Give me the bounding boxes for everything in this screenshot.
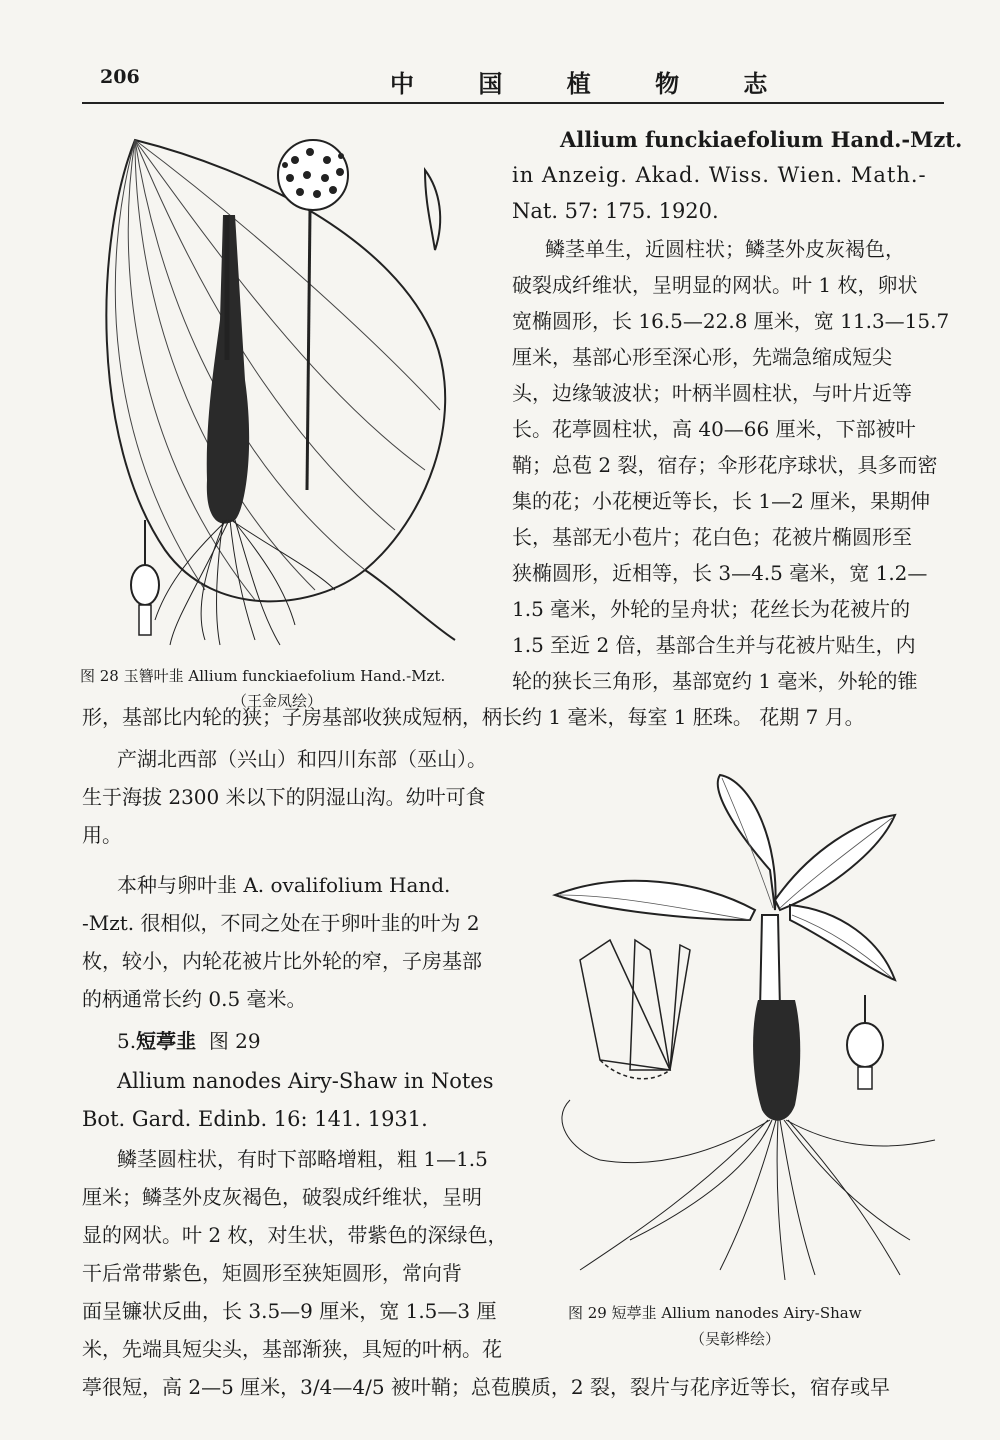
comparison-line: 本种与卵叶韭 A. ovalifolium Hand. — [117, 873, 451, 897]
figure-28-caption: 图 28 玉簪叶韭 Allium funckiaefolium Hand.-Mzt. — [80, 667, 446, 685]
species2-desc-line: 厘米；鳞茎外皮灰褐色，破裂成纤维状，呈明 — [82, 1185, 482, 1209]
species2-desc-line: 干后常带紫色，矩圆形至狭矩圆形，常向背 — [82, 1261, 462, 1285]
comparison-line: -Mzt. 很相似，不同之处在于卵叶韭的叶为 2 — [82, 911, 480, 935]
distribution-line: 产湖北西部（兴山）和四川东部（巫山）。 — [117, 747, 487, 771]
species1-desc-line: 宽椭圆形，长 16.5—22.8 厘米，宽 11.3—15.7 — [512, 309, 950, 333]
species2-number: 5. — [117, 1029, 137, 1053]
species1-desc-line: 长，基部无小苞片；花白色；花被片椭圆形至 — [512, 525, 912, 549]
species1-desc-line: 1.5 毫米，外轮的呈舟状；花丝长为花被片的 — [512, 597, 911, 621]
figure-28-artist: （王金凤绘） — [232, 692, 323, 710]
species2-desc-line: 显的网状。叶 2 枚，对生状，带紫色的深绿色， — [82, 1223, 508, 1247]
species2-citation: Bot. Gard. Edinb. 16: 141. 1931. — [82, 1107, 428, 1131]
figure-29-artist: （吴彰桦绘） — [690, 1330, 781, 1348]
species2-desc-last-line: 葶很短，高 2—5 厘米，3/4—4/5 被叶鞘；总苞膜质，2 裂，裂片与花序近等长，宿存或早 — [82, 1375, 890, 1399]
species1-desc-line: 头，边缘皱波状；叶柄半圆柱状，与叶片近等 — [512, 381, 912, 405]
species2-name: Allium nanodes Airy-Shaw in Notes — [117, 1069, 494, 1093]
species1-desc-line: 厘米，基部心形至深心形，先端急缩成短尖 — [512, 345, 892, 369]
species2-desc-line: 鳞茎圆柱状，有时下部略增粗，粗 1—1.5 — [117, 1147, 488, 1171]
comparison-line: 的柄通常长约 0.5 毫米。 — [82, 987, 307, 1011]
comparison-line: 枚，较小，内轮花被片比外轮的窄，子房基部 — [82, 949, 482, 973]
species1-desc-line: 鞘；总苞 2 裂，宿存；伞形花序球状，具多而密 — [512, 453, 938, 477]
species1-desc-line: 破裂成纤维状，呈明显的网状。叶 1 枚，卵状 — [512, 273, 918, 297]
species1-citation-line1: in Anzeig. Akad. Wiss. Wien. Math.- — [512, 163, 927, 187]
figure-28-illustration — [95, 120, 495, 650]
species1-desc-line: 1.5 至近 2 倍，基部合生并与花被片贴生，内 — [512, 633, 916, 657]
species1-name: Allium funckiaefolium Hand.-Mzt. — [560, 127, 963, 152]
species1-desc-line: 集的花；小花梗近等长，长 1—2 厘米，果期伸 — [512, 489, 931, 513]
species1-desc-line: 长。花葶圆柱状，高 40—66 厘米，下部被叶 — [512, 417, 916, 441]
figure-29-caption: 图 29 短葶韭 Allium nanodes Airy-Shaw — [568, 1304, 862, 1322]
page-number: 206 — [100, 66, 140, 88]
distribution-line: 生于海拔 2300 米以下的阴湿山沟。幼叶可食 — [82, 785, 486, 809]
species1-desc-line: 狭椭圆形，近相等，长 3—4.5 毫米，宽 1.2— — [512, 561, 928, 585]
species2-heading — [117, 1024, 261, 1060]
species2-chinese-name: 短葶韭 — [136, 1029, 197, 1053]
species1-desc-line: 轮的狭长三角形，基部宽约 1 毫米，外轮的锥 — [512, 669, 918, 693]
species2-desc-line: 面呈镰状反曲，长 3.5—9 厘米，宽 1.5—3 厘 — [82, 1299, 497, 1323]
species2-desc-line: 米，先端具短尖头，基部渐狭，具短的叶柄。花 — [82, 1337, 502, 1361]
species1-desc-line: 鳞茎单生，近圆柱状；鳞茎外皮灰褐色， — [545, 237, 905, 261]
running-title: 中 国 植 物 志 — [390, 69, 796, 98]
figure-29-illustration — [540, 770, 950, 1290]
distribution-line: 用。 — [82, 823, 122, 847]
species1-citation-line2: Nat. 57: 175. 1920. — [512, 199, 719, 223]
species1-desc-full-line: 形，基部比内轮的狭；子房基部收狭成短柄，柄长约 1 毫米，每室 1 胚珠。 花期 7 月。 — [82, 705, 865, 729]
header-rule — [82, 102, 944, 104]
species2-figure-ref: 图 29 — [208, 1029, 261, 1053]
